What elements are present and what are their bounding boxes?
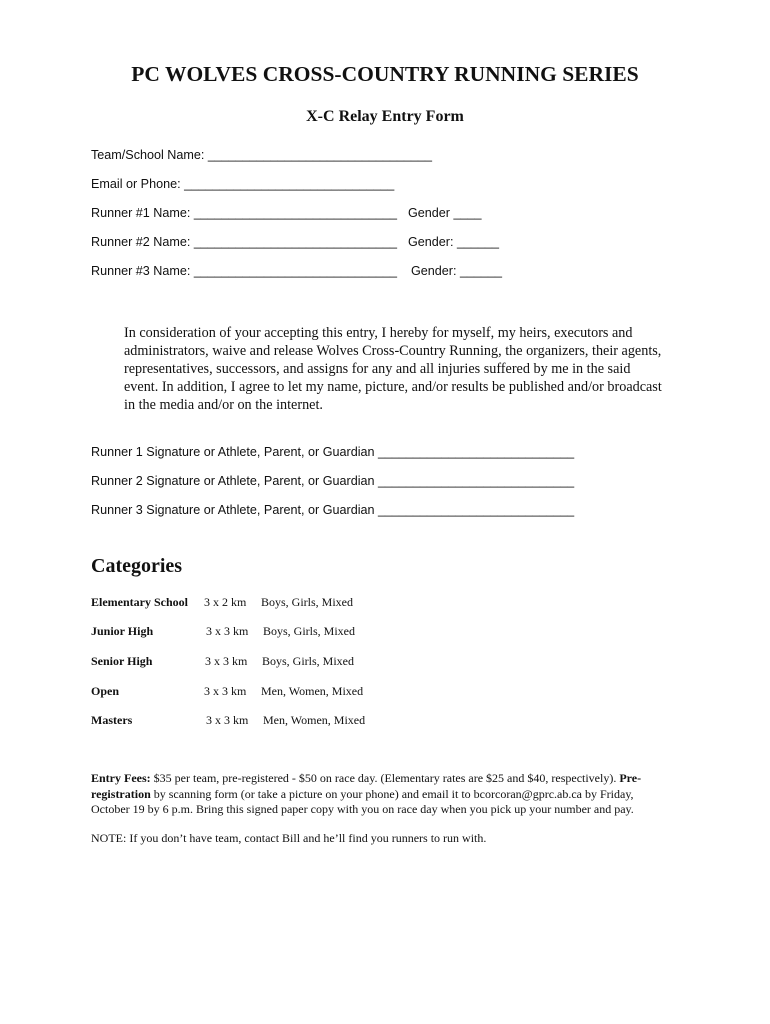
- category-distance: 3 x 3 km: [204, 684, 247, 698]
- category-name: Senior High: [91, 654, 153, 668]
- runner2-name-field: Runner #2 Name: _____________________________: [91, 235, 398, 249]
- pre-registration-text: by scanning form (or take a picture on your phone) and email it to bcorcoran@gprc.ab.ca by Friday, October 19 by 6 p.m. Bring this signed paper copy with you on race day when you pick up your number and pay.: [91, 786, 634, 816]
- runner1-signature-line: Runner 1 Signature or Athlete, Parent, or Guardian ____________________________: [91, 445, 575, 459]
- category-divisions: Men, Women, Mixed: [261, 684, 364, 698]
- form-title: PC WOLVES CROSS-COUNTRY RUNNING SERIES: [131, 62, 639, 86]
- form-subtitle: X-C Relay Entry Form: [306, 108, 464, 125]
- categories-heading: Categories: [91, 555, 183, 577]
- runner2-gender-field: Gender: ______: [408, 235, 500, 249]
- category-divisions: Men, Women, Mixed: [263, 713, 366, 727]
- category-divisions: Boys, Girls, Mixed: [262, 654, 355, 668]
- runner3-name-field: Runner #3 Name: _____________________________: [91, 264, 398, 278]
- entry-fees-text: $35 per team, pre-registered - $50 on race day. (Elementary rates are $25 and $40, respectively).: [150, 771, 620, 785]
- entry-fees-paragraph: [91, 771, 671, 818]
- runner1-name-field: Runner #1 Name: _____________________________: [91, 206, 398, 220]
- team-note: NOTE: If you don’t have team, contact Bill and he’ll find you runners to run with.: [91, 831, 487, 845]
- category-name: Junior High: [91, 624, 154, 638]
- runner3-signature-line: Runner 3 Signature or Athlete, Parent, or Guardian ____________________________: [91, 503, 575, 517]
- pre-registration-label: Pre-registration: [91, 771, 642, 801]
- runner3-gender-field: Gender: ______: [411, 264, 503, 278]
- team-name-field: Team/School Name: ________________________________: [91, 148, 433, 162]
- category-name: Elementary School: [91, 595, 188, 609]
- email-phone-field: Email or Phone: ______________________________: [91, 177, 395, 191]
- category-distance: 3 x 3 km: [206, 713, 249, 727]
- category-name: Open: [91, 684, 120, 698]
- category-distance: 3 x 3 km: [206, 624, 249, 638]
- category-divisions: Boys, Girls, Mixed: [261, 595, 354, 609]
- category-divisions: Boys, Girls, Mixed: [263, 624, 356, 638]
- runner1-gender-field: Gender ____: [408, 206, 482, 220]
- category-distance: 3 x 3 km: [205, 654, 248, 668]
- waiver-paragraph: In consideration of your accepting this entry, I hereby for myself, my heirs, executors and administrators, waive and release Wolves Cross-Country Running, the organizers, their agents, representatives, successors, and assigns for any and all injuries suffered by me in the said event. In addition, I agree to let my name, picture, and/or results be published and/or broadcast in the media and/or on the internet.: [124, 325, 662, 413]
- category-name: Masters: [91, 713, 133, 727]
- entry-fees-label: Entry Fees:: [91, 771, 151, 785]
- runner2-signature-line: Runner 2 Signature or Athlete, Parent, or Guardian ____________________________: [91, 474, 575, 488]
- category-distance: 3 x 2 km: [204, 595, 247, 609]
